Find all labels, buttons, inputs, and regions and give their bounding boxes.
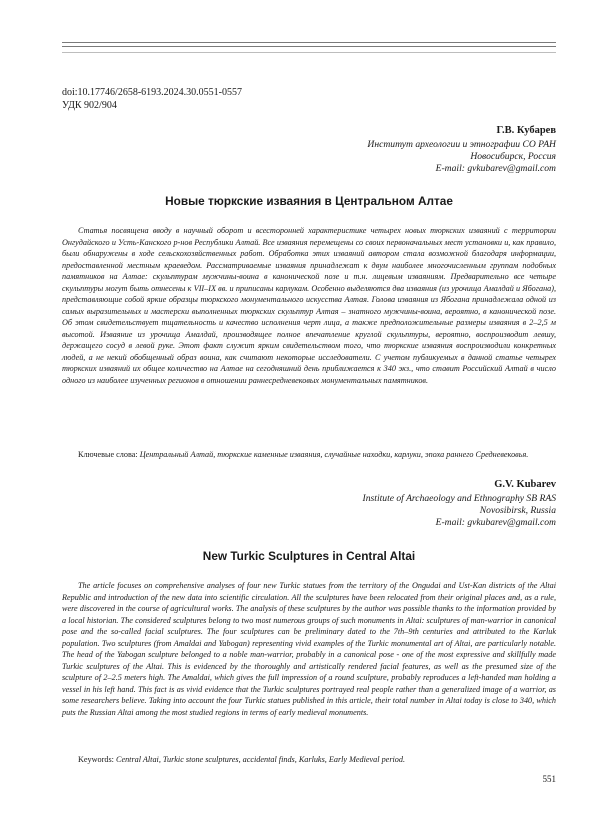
ru-keywords xyxy=(62,449,556,461)
en-keywords-label: Keywords: xyxy=(78,755,114,764)
en-affiliation: Institute of Archaeology and Ethnography SB RAS xyxy=(362,493,556,504)
en-abstract: The article focuses on comprehensive analyses of four new Turkic statues from the territory of the Ongudai and Ust-Kan districts of the Altai Republic and introduction of the new data into scientific circulation. All the sculptures have been relocated from their original places and, as a rule, were discovered in the course of agricultural works. The analysis of these sculptures by the author was possible thanks to the information provided by a local historian. The considered sculptures belong to two most numerous groups of such monuments in Altai: sculptures of man-warrior in canonical pose and the so-called facial sculptures. The four sculptures can be preliminary dated to the 7th–9th centuries and attributed to the Karluk population. Two sculptures (from Amaldai and Yabogan) representing vivid examples of the Turkic monumental art of Altai, are particularly notable. The head of the Yabogan sculpture belonged to a noble man-warrior, probably in a canonical pose - one of the most expressive and skillfully made Turkic sculptures of the Altai. This is evidenced by the thoroughly and artistically rendered facial features, as well as the presumed size of the sculpture of 2–2.5 meters high. The Amaldai, which gives the full impression of a round sculpture, probably reproduces a left-handed man holding a vessel in his left hand. This fact is as vivid evidence that the Turkic sculptures portrayed real people rather than a generalized image of a warrior, as some researchers believe. Taking into account the four Turkic statues published in this article, their total number in Altai today is close to 340, which puts the Russian Altai among the most studied regions in terms of early medieval monuments. xyxy=(62,581,556,717)
header-rule xyxy=(62,52,556,53)
ru-author-block xyxy=(300,125,556,175)
ru-email[interactable]: E-mail: gvkubarev@gmail.com xyxy=(435,163,556,174)
ru-title: Новые тюркские изваяния в Центральном Алтае xyxy=(165,194,453,208)
ru-keywords-list: Центральный Алтай, тюркские каменные изваяния, случайные находки, карлуки, эпоха раннего Средневековья. xyxy=(139,450,529,459)
ru-affiliation: Институт археологии и этнографии СО РАН xyxy=(367,139,556,150)
udk: УДК 902/904 xyxy=(62,100,117,111)
en-author-name: G.V. Kubarev xyxy=(494,479,556,490)
ru-location: Новосибирск, Россия xyxy=(470,151,556,162)
header-rule xyxy=(62,46,556,47)
en-author-block xyxy=(300,479,556,529)
article-meta xyxy=(62,86,242,112)
ru-author-name: Г.В. Кубарев xyxy=(496,125,556,136)
ru-keywords-label: Ключевые слова: xyxy=(78,450,138,459)
doi[interactable]: doi:10.17746/2658-6193.2024.30.0551-0557 xyxy=(62,87,242,98)
en-email[interactable]: E-mail: gvkubarev@gmail.com xyxy=(435,517,556,528)
page-number: 551 xyxy=(542,774,556,784)
ru-abstract: Статья посвящена вводу в научный оборот и всесторонней характеристике четырех новых тюркских изваяний с территории Онгудайского и Усть-Канского р-нов Республики Алтай. Все изваяния перемещены со своих первоначальных мест установки и, как правило, были обнаружены в ходе сельскохозяйственных работ. Обработка этих изваяний автором стала возможной благодаря информации, предоставленной местным краеведом. Рассматриваемые изваяния принадлежат к двум наиболее многочисленным группам подобных памятников на Алтае: скульптурам мужчины-воина в канонической позе и т.н. лицевым изваяниям. Предварительно все четыре скульптуры могут быть отнесены к VII–IX вв. и приписаны карлукам. Особенно выделяются два изваяния (из урочища Амалдай и Ябогана), представляющие собой яркие образцы тюркского монументального искусства Алтая. Голова изваяния из Ябогана принадлежала одной из самых выразительных и мастерски выполненных тюркских скульптур Алтая – знатного мужчины-воина, вероятно, в канонической позе. Об этом свидетельствует тщательность и качество исполнения черт лица, а также предположительные размеры изваяния в 2–2,5 м высотой. Изваяние из урочища Амалдай, производящее полное впечатление круглой скульптуры, вероятно, воспроизводит левшу, держащего сосуд в левой руке. Этот факт служит ярким свидетельством того, что тюркские изваяния воспроизводили конкретных людей, а не некий обобщенный образ воина, как считают некоторые исследователи. С учетом публикуемых в данной статье четырех тюркских изваяний их общее количество на Алтае на сегодняшний день приближается к 340 экз., что ставит Российский Алтай в число одного из наиболее изученных регионов в отношении раннесредневековых монументальных памятников. xyxy=(62,226,556,385)
en-location: Novosibirsk, Russia xyxy=(479,505,556,516)
en-keywords-list: Central Altai, Turkic stone sculptures, accidental finds, Karluks, Early Medieval period. xyxy=(115,755,406,764)
en-title: New Turkic Sculptures in Central Altai xyxy=(202,549,416,563)
header-rule xyxy=(62,42,556,43)
en-keywords xyxy=(62,754,556,766)
